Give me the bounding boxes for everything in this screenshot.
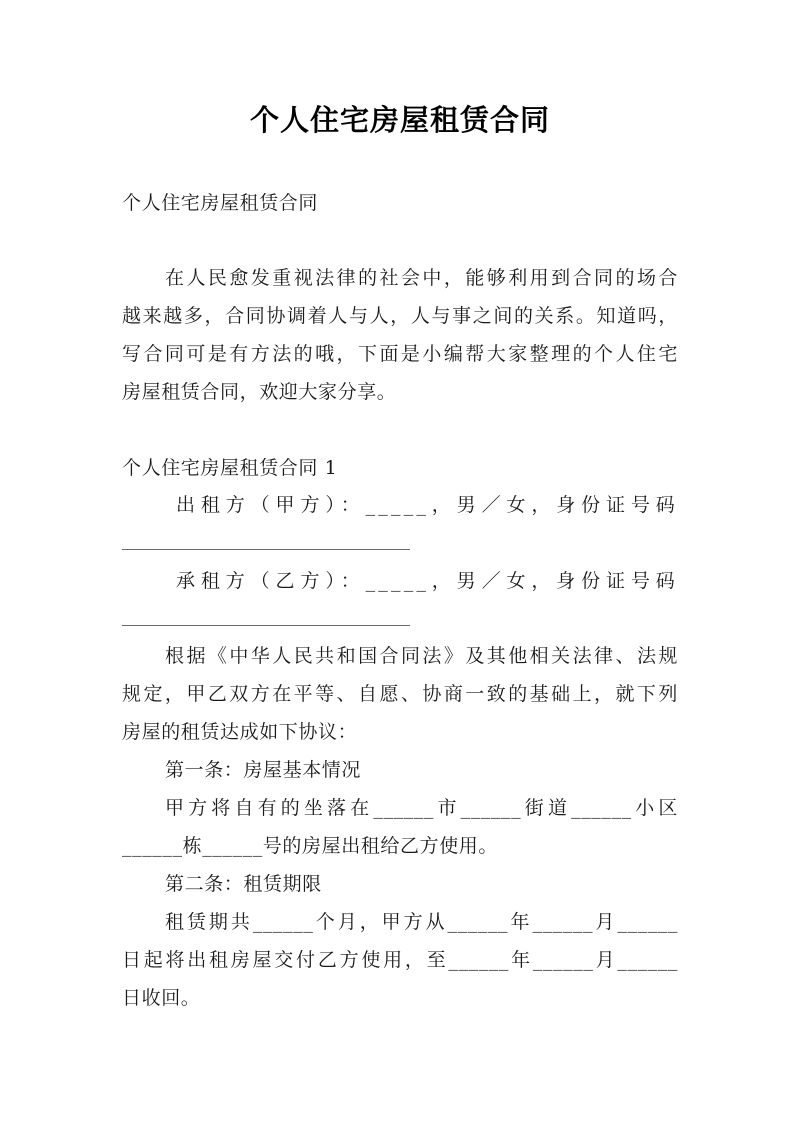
article1-heading: 第一条：房屋基本情况 [165,759,362,781]
article2-line-3: 日收回。 [122,987,201,1009]
intro-line-1: 在人民愈发重视法律的社会中，能够利用到合同的场合 [165,267,678,289]
section-heading: 个人住宅房屋租赁合同 1 [122,457,338,479]
lessor-id-blank [122,549,410,550]
basis-line-3: 房屋的租赁达成如下协议： [122,721,358,743]
document-subtitle: 个人住宅房屋租赁合同 [122,192,319,214]
basis-line-2: 规定，甲乙双方在平等、自愿、协商一致的基础上，就下列 [122,683,678,705]
article2-heading: 第二条：租赁期限 [165,873,322,895]
article1-line-2: ______栋______号的房屋出租给乙方使用。 [122,835,499,857]
document-title: 个人住宅房屋租赁合同 [249,103,550,137]
basis-line-1: 根据《中华人民共和国合同法》及其他相关法律、法规 [165,645,678,667]
lessor-line: 出租方（甲方）：_____，男／女，身份证号码 [176,494,678,516]
intro-line-2: 越来越多，合同协调着人与人，人与事之间的关系。知道吗， [122,305,678,327]
article2-line-2: 日起将出租房屋交付乙方使用，至______年______月______ [122,949,678,971]
intro-line-4: 房屋租赁合同，欢迎大家分享。 [122,381,397,403]
lessee-line: 承租方（乙方）：_____，男／女，身份证号码 [176,570,678,592]
article2-line-1: 租赁期共______个月，甲方从______年______月______ [165,911,678,933]
article1-line-1: 甲方将自有的坐落在______市______街道______小区 [165,797,678,819]
lessee-id-blank [122,625,410,626]
intro-line-3: 写合同可是有方法的哦，下面是小编帮大家整理的个人住宅 [122,343,678,365]
